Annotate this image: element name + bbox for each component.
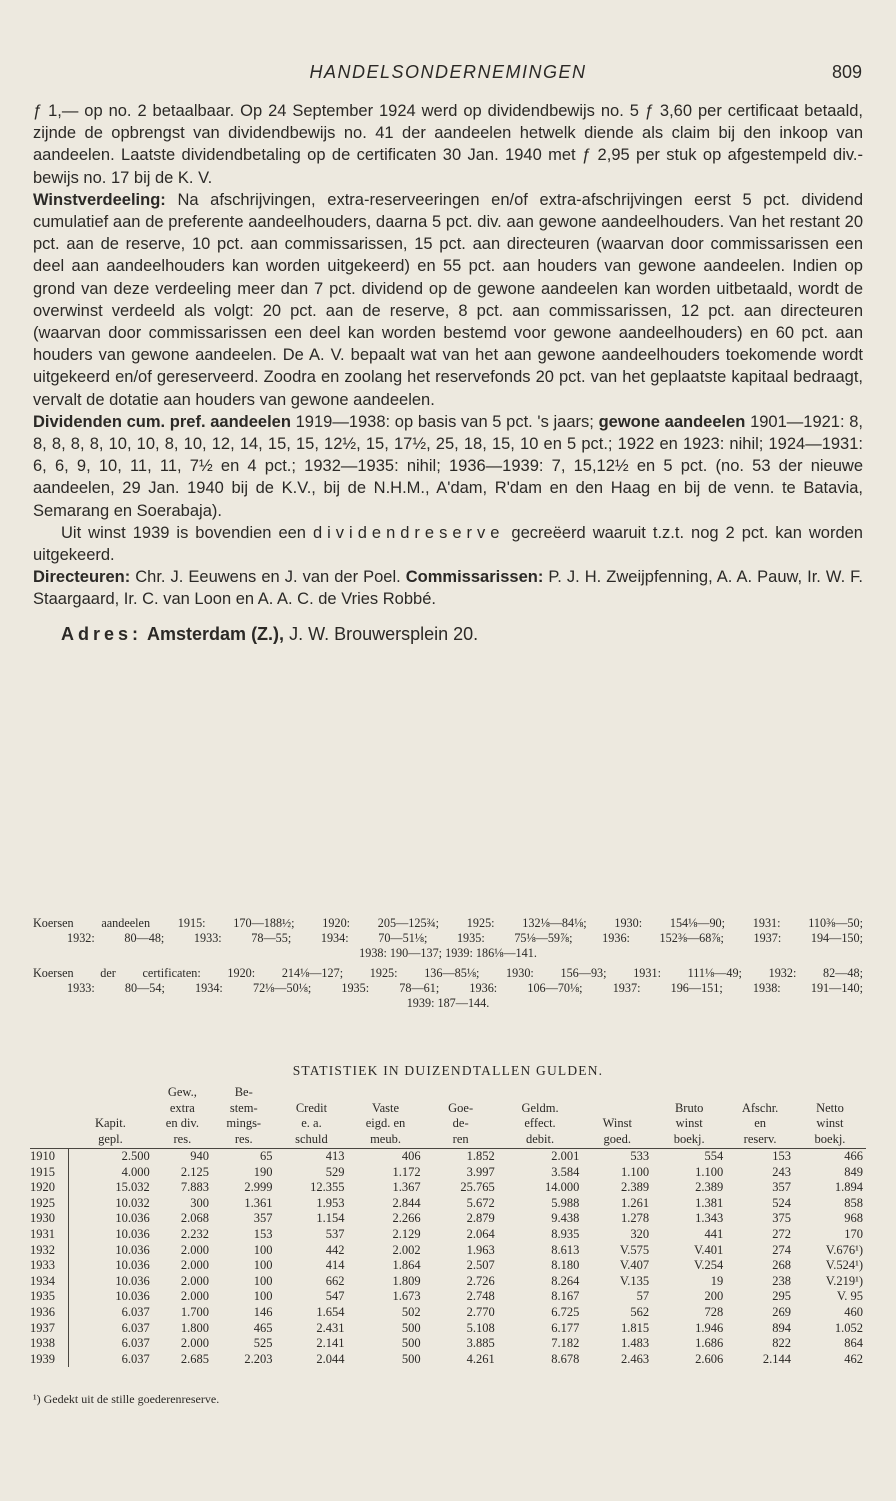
table-cell: 2.999 [244, 1180, 273, 1195]
table-row [30, 1289, 866, 1305]
table-cell: 2.879 [466, 1211, 495, 1226]
table-cell: 5.672 [466, 1195, 495, 1210]
quotations-block [33, 916, 863, 1017]
paragraph-dividendreserve [33, 522, 863, 566]
column-header-line [30, 1116, 68, 1132]
table-cell: 2.844 [392, 1195, 421, 1210]
column-header-line: boekj. [814, 1131, 846, 1146]
row-year: 1931 [30, 1227, 68, 1243]
dividendreserve-term: dividendreserve [312, 523, 505, 542]
table-cell: 200 [704, 1289, 724, 1304]
dividendreserve-post: gecreëerd waaruit t.z.t. nog 2 pct. kan worden uitgekeerd. [33, 523, 863, 565]
table-cell: 500 [401, 1351, 421, 1366]
column-header-line: schuld [295, 1131, 328, 1146]
table-cell: 2.000 [180, 1242, 209, 1257]
row-year: 1920 [30, 1180, 68, 1196]
column-header-line: winst [816, 1116, 844, 1130]
column-header-line [30, 1132, 68, 1148]
table-cell: 25.765 [460, 1180, 495, 1195]
table-cell: 1.154 [316, 1211, 345, 1226]
table-cell: V.676¹) [825, 1242, 863, 1257]
row-year: 1935 [30, 1289, 68, 1305]
row-year: 1933 [30, 1258, 68, 1274]
table-cell: 414 [325, 1258, 345, 1273]
table-cell: 2.000 [180, 1289, 209, 1304]
table-cell: 6.037 [121, 1320, 150, 1335]
share-quotations-line-1: Koersen aandeelen 1915: 170—188½; 1920: 205—125¾; 1925: 132⅛—84⅛; 1930: 154⅛—90; 1931: 110⅜—50; [33, 916, 863, 930]
table-cell: 1.809 [392, 1273, 421, 1288]
commissarissen-text: P. J. H. Zweijpfenning, A. A. Pauw, Ir. W. F. Staargaard, Ir. C. van Loon en A. A. C. de Vries Robbé. [33, 568, 864, 609]
table-cell: 2.000 [180, 1336, 209, 1351]
table-cell: 864 [844, 1336, 863, 1351]
column-header-line: Bruto [674, 1100, 704, 1115]
column-header-line: Goe- [448, 1100, 474, 1115]
table-cell: 1.946 [695, 1320, 724, 1335]
table-cell: 1.852 [466, 1149, 495, 1163]
table-cell: 10.036 [115, 1242, 150, 1257]
table-cell: 1.381 [695, 1195, 724, 1210]
dividenden-gewone-text: 1901—1921: 8, 8, 8, 8, 8, 10, 10, 8, 10, 12, 14, 15, 15, 12½, 15, 17½, 25, 18, 15, 10 en 5 pct.; 1922 en 1923: nihil; 1924—1931: 6, 6, 9, 10, 11, 11, 7½ en 4 pct.; 1932—1935: nihil; 1936—1939: 7, 15,12½ en 5 pct. (no. 53 der nieuwe aandeelen, 29 Jan. 1940 bij de K.V., bij de N.H.M., A'dam, R'dam en den Haag en bij de venn. te Batavia, Semarang en Soerabaja). [33, 412, 863, 520]
row-year: 1925 [30, 1196, 68, 1212]
table-row [30, 1180, 866, 1196]
column-header-line: Gew., [167, 1085, 197, 1099]
column-header-line: stem- [229, 1100, 258, 1115]
share-quotations [33, 916, 863, 960]
column-header-line: Netto [816, 1100, 844, 1115]
address-label: Adres: [61, 623, 143, 644]
column-header-line [582, 1101, 652, 1117]
table-cell: 1.686 [695, 1336, 724, 1351]
column-header-line: Geldm. [521, 1100, 559, 1115]
dividendreserve-pre: Uit winst 1939 is bovendien een [61, 523, 306, 542]
table-cell: 1.367 [392, 1180, 421, 1195]
table-cell: 57 [636, 1289, 650, 1304]
table-cell: 2.463 [621, 1351, 650, 1366]
address-street: J. W. Brouwersplein 20. [289, 623, 479, 644]
table-cell: 894 [772, 1320, 791, 1335]
table-cell: 8.613 [551, 1242, 580, 1257]
column-header-line: Vaste [371, 1100, 400, 1115]
table-cell: V.575 [619, 1242, 650, 1257]
certificate-quotations [33, 966, 863, 1010]
table-cell: 1.261 [621, 1195, 650, 1210]
certificate-quotations-line-3: 1939: 187—144. [406, 995, 490, 1010]
table-cell: 6.037 [121, 1351, 150, 1366]
table-cell: 1.052 [834, 1320, 863, 1335]
table-cell: 4.261 [466, 1351, 495, 1366]
table-cell: 2.203 [244, 1351, 273, 1366]
table-cell: 10.032 [115, 1195, 150, 1210]
table-cell: 525 [253, 1336, 273, 1351]
table-cell: 65 [259, 1149, 273, 1163]
table-cell: 2.068 [180, 1211, 209, 1226]
share-quotations-line-3: 1938: 190—137; 1939: 186⅛—141. [359, 945, 537, 960]
column-header-line: goed. [603, 1131, 631, 1146]
table-cell: 465 [253, 1320, 273, 1335]
column-header-line: Afschr. [741, 1100, 779, 1115]
table-cell: 533 [630, 1149, 650, 1163]
table-row [30, 1274, 866, 1290]
directeuren-label: Directeuren: [33, 568, 131, 587]
page-header [0, 62, 896, 88]
table-cell: 2.726 [466, 1273, 495, 1288]
table-cell: 100 [253, 1258, 273, 1273]
table-cell: 295 [772, 1289, 791, 1304]
row-year: 1934 [30, 1274, 68, 1290]
table-cell: 15.032 [115, 1180, 150, 1195]
statistics-table [30, 1085, 866, 1367]
commissarissen-label: Commissarissen: [405, 568, 544, 587]
column-header-line: reserv. [743, 1131, 777, 1146]
page-number: 809 [831, 62, 862, 82]
table-cell: 300 [190, 1195, 209, 1210]
table-row [30, 1305, 866, 1321]
table-cell: 268 [772, 1258, 791, 1273]
table-cell: 146 [253, 1304, 273, 1319]
table-cell: 3.885 [466, 1336, 495, 1351]
table-row [30, 1165, 866, 1181]
table-cell: 1.864 [392, 1258, 421, 1273]
table-row [30, 1227, 866, 1243]
column-header-line: meub. [370, 1131, 401, 1146]
table-cell: 357 [253, 1211, 273, 1226]
table-row [30, 1196, 866, 1212]
table-cell: 1.894 [834, 1180, 863, 1195]
table-cell: V.524¹) [825, 1258, 863, 1273]
table-cell: 6.177 [551, 1320, 580, 1335]
table-cell: 238 [772, 1273, 791, 1288]
table-cell: 6.037 [121, 1336, 150, 1351]
table-cell: 357 [772, 1180, 791, 1195]
table-cell: 1.100 [695, 1164, 724, 1179]
table-cell: 2.389 [621, 1180, 650, 1195]
dividenden-pref-text: 1919—1938: op basis van 5 pct. 's jaars; [295, 412, 594, 431]
column-header-line: res. [173, 1131, 192, 1146]
row-year: 1915 [30, 1165, 68, 1181]
table-cell: 406 [401, 1149, 421, 1163]
winstverdeeling-text: Na afschrijvingen, extra-reserveeringen en/of extra-afschrijvingen eerst 5 pct. dividend cumulatief aan de preferente aandeelhouders, daarna 5 pct. div. aan gewone aandeelhouders. Van het restant 20 pct. aan de reserve, 10 pct. aan commissarissen, 15 pct. aan directeuren (waarvan door commissarissen een deel aan aandeelhouders kan worden uitgekeerd) en 55 pct. aan houders van gewone aandeelen. Indien op grond van deze verdeeling meer dan 7 pct. dividend op de gewone aandeelen kan worden uitbetaald, wordt de overwinst verdeeld als volgt: 20 pct. aan de reserve, 8 pct. aan commissarissen, 12 pct. aan directeuren (waarvan door commissarissen een deel kan worden bestemd voor gewone aandeelhouders) en 60 pct. aan houders van gewone aandeelen. De A. V. bepaalt wat van het aan gewone aandeelhouders toekomende wordt uitgekeerd en/of gereserveerd. Zoodra en zoolang het reservefonds 20 pct. van het geplaatste kapitaal bedraagt, vervalt de dotatie aan houders van gewone aandeelen. [33, 190, 863, 409]
table-cell: 662 [325, 1273, 345, 1288]
table-cell: V.254 [693, 1258, 724, 1273]
table-cell: 272 [772, 1226, 791, 1241]
column-header [153, 1085, 212, 1149]
table-cell: 190 [253, 1164, 273, 1179]
column-header-line: winst [675, 1116, 703, 1130]
table-cell: 100 [253, 1273, 273, 1288]
table-cell: 2.000 [180, 1273, 209, 1288]
column-header [794, 1085, 866, 1149]
table-cell: 10.036 [115, 1258, 150, 1273]
table-cell: V.219¹) [825, 1273, 863, 1288]
table-cell: V. 95 [836, 1289, 863, 1304]
column-header [347, 1085, 423, 1149]
table-cell: 822 [772, 1336, 791, 1351]
table-cell: 1.100 [621, 1164, 650, 1179]
table-cell: 442 [325, 1242, 345, 1257]
table-cell: 9.438 [551, 1211, 580, 1226]
paragraph-dividenden [33, 411, 863, 522]
table-cell: 2.500 [121, 1149, 150, 1163]
column-header [275, 1085, 347, 1149]
table-cell: 7.883 [180, 1180, 209, 1195]
column-header-line: debit. [525, 1131, 555, 1146]
table-cell: 10.036 [115, 1211, 150, 1226]
row-year: 1939 [30, 1352, 68, 1368]
table-cell: 2.431 [316, 1320, 345, 1335]
column-header-line: extra [169, 1100, 195, 1115]
table-cell: 5.108 [466, 1320, 495, 1335]
row-year: 1910 [30, 1149, 68, 1165]
column-header [68, 1085, 153, 1149]
statistics-title: STATISTIEK IN DUIZENDTALLEN GULDEN. [292, 1063, 604, 1078]
table-row [30, 1336, 866, 1352]
table-cell: 4.000 [121, 1164, 150, 1179]
table-cell: 320 [630, 1226, 650, 1241]
table-cell: 10.036 [115, 1289, 150, 1304]
table-cell: 10.036 [115, 1273, 150, 1288]
table-cell: 2.748 [466, 1289, 495, 1304]
directeuren-text: Chr. J. Eeuwens en J. van der Poel. [135, 568, 401, 587]
table-cell: 2.770 [466, 1304, 495, 1319]
table-cell: 2.389 [695, 1180, 724, 1195]
table-cell: 8.180 [551, 1258, 580, 1273]
table-cell: 1.700 [180, 1304, 209, 1319]
table-row [30, 1321, 866, 1337]
table-cell: 460 [844, 1304, 863, 1319]
table-cell: 19 [710, 1273, 724, 1288]
body-text [33, 100, 863, 645]
table-cell: 849 [844, 1164, 863, 1179]
table-cell: 10.036 [115, 1226, 150, 1241]
column-header-line: res. [234, 1131, 253, 1146]
table-cell: 2.125 [180, 1164, 209, 1179]
certificate-quotations-line-2: 1933: 80—54; 1934: 72⅛—50⅛; 1935: 78—61; 1936: 106—70⅛; 1937: 196—151; 1938: 191—140; [67, 981, 863, 996]
table-cell: 170 [844, 1226, 863, 1241]
table-cell: 2.232 [180, 1226, 209, 1241]
certificate-quotations-line-1: Koersen der certificaten: 1920: 214⅛—127; 1925: 136—85⅛; 1930: 156—93; 1931: 111⅛—49; 1932: 82—48; [33, 966, 863, 981]
table-cell: 2.141 [316, 1336, 345, 1351]
table-cell: 6.037 [121, 1304, 150, 1319]
table-cell: 1.963 [466, 1242, 495, 1257]
table-cell: 1.800 [180, 1320, 209, 1335]
table-cell: 1.815 [621, 1320, 650, 1335]
table-cell: V.401 [693, 1242, 724, 1257]
gewone-aandeelen-label: gewone aandeelen [598, 412, 746, 431]
footnote: ¹) Gedekt uit de stille goederenreserve. [33, 1392, 220, 1406]
table-cell: 274 [772, 1242, 791, 1257]
column-header-line [30, 1101, 68, 1117]
table-cell: 1.172 [392, 1164, 421, 1179]
table-cell: 100 [253, 1242, 273, 1257]
table-cell: 968 [844, 1211, 863, 1226]
row-year: 1930 [30, 1211, 68, 1227]
column-header-line: Be- [234, 1085, 253, 1099]
table-cell: 8.264 [551, 1273, 580, 1288]
column-header [582, 1085, 652, 1149]
running-title: HANDELSONDERNEMINGEN [309, 62, 587, 82]
table-cell: 537 [325, 1226, 345, 1241]
table-cell: 524 [772, 1195, 791, 1210]
row-year: 1937 [30, 1321, 68, 1337]
share-quotations-line-2: 1932: 80—48; 1933: 78—55; 1934: 70—51⅛; 1935: 75⅛—59⅞; 1936: 152⅜—68⅞; 1937: 194—150; [67, 930, 863, 945]
table-cell: 2.001 [551, 1149, 580, 1163]
table-cell: 413 [325, 1149, 345, 1163]
table-cell: 562 [630, 1304, 650, 1319]
table-cell: V.407 [619, 1258, 650, 1273]
table-cell: 243 [772, 1164, 791, 1179]
column-header-line: mings- [226, 1116, 262, 1130]
winstverdeeling-label: Winstverdeeling: [33, 190, 166, 209]
table-cell: 466 [844, 1149, 863, 1163]
table-cell: 529 [325, 1164, 345, 1179]
column-header-line: gepl. [98, 1131, 123, 1146]
table-cell: 1.654 [316, 1304, 345, 1319]
column-header-line: effect. [524, 1116, 556, 1130]
table-cell: 8.935 [551, 1226, 580, 1241]
column-header [30, 1085, 68, 1149]
address-city: Amsterdam (Z.), [147, 623, 285, 644]
table-cell: 2.064 [466, 1226, 495, 1241]
table-cell: 3.997 [466, 1164, 495, 1179]
column-header-line: Credit [295, 1100, 328, 1115]
table-row [30, 1352, 866, 1368]
column-header-line: eigd. en [365, 1116, 406, 1130]
table-cell: 3.584 [551, 1164, 580, 1179]
table-cell: 14.000 [544, 1180, 580, 1195]
table-cell: 441 [704, 1226, 724, 1241]
table-cell: 1.343 [695, 1211, 724, 1226]
column-header [652, 1085, 726, 1149]
paragraph-winstverdeeling [33, 189, 863, 411]
table-cell: 502 [401, 1304, 421, 1319]
row-year: 1936 [30, 1305, 68, 1321]
table-cell: 1.953 [316, 1195, 345, 1210]
column-header-line: e. a. [301, 1116, 322, 1130]
table-cell: 269 [772, 1304, 791, 1319]
table-cell: 6.725 [551, 1304, 580, 1319]
table-cell: 2.685 [180, 1351, 209, 1366]
table-row [30, 1149, 866, 1165]
table-cell: 1.278 [621, 1211, 650, 1226]
column-header-line: Winst [602, 1116, 632, 1130]
column-header-line: de- [452, 1116, 469, 1130]
paragraph-bestuur [33, 566, 863, 610]
paragraph-dividend-history: ƒ 1,— op no. 2 betaalbaar. Op 24 September 1924 werd op dividendbewijs no. 5 ƒ 3,60 per certificaat betaald, zijnde de opbrengst van dividendbewijs no. 41 der aandeelen hetwelk diende als claim bij den inkoop van aandeelen. Laatste dividendbetaling op de certificaten 30 Jan. 1940 met ƒ 2,95 per stuk op afgestempeld div.-bewijs no. 17 bij de K. V. [33, 102, 863, 187]
table-cell: 2.002 [392, 1242, 421, 1257]
table-cell: 547 [325, 1289, 345, 1304]
table-cell: 5.988 [551, 1195, 580, 1210]
table-cell: 462 [844, 1351, 863, 1366]
table-cell: 2.266 [392, 1211, 421, 1226]
table-row [30, 1211, 866, 1227]
table-cell: 2.000 [180, 1258, 209, 1273]
column-header-line: en [754, 1116, 766, 1130]
column-header-line: boekj. [673, 1131, 705, 1146]
row-year: 1938 [30, 1336, 68, 1352]
column-header-line: en div. [165, 1116, 199, 1130]
table-cell: 728 [704, 1304, 724, 1319]
column-header [498, 1085, 583, 1149]
table-cell: 12.355 [310, 1180, 345, 1195]
table-cell: 1.673 [392, 1289, 421, 1304]
table-cell: 2.144 [762, 1351, 791, 1366]
statistics-body [30, 1149, 866, 1368]
column-header-line: Kapit. [94, 1116, 126, 1130]
table-cell: 153 [253, 1226, 273, 1241]
column-header [212, 1085, 275, 1149]
table-cell: 940 [190, 1149, 209, 1163]
column-header-line: ren [452, 1131, 469, 1146]
address-line [33, 623, 863, 645]
table-cell: 2.129 [392, 1226, 421, 1241]
table-cell: 375 [772, 1211, 791, 1226]
table-cell: 7.182 [551, 1336, 580, 1351]
table-cell: 500 [401, 1320, 421, 1335]
dividenden-label: Dividenden cum. pref. aandeelen [33, 412, 291, 431]
table-cell: 858 [844, 1195, 863, 1210]
table-cell: 2.606 [695, 1351, 724, 1366]
table-cell: 554 [704, 1149, 724, 1163]
table-row [30, 1258, 866, 1274]
column-header [726, 1085, 794, 1149]
statistics-header [30, 1085, 866, 1149]
table-cell: 8.167 [551, 1289, 580, 1304]
table-cell: 500 [401, 1336, 421, 1351]
row-year: 1932 [30, 1243, 68, 1259]
table-cell: 1.361 [244, 1195, 273, 1210]
table-row [30, 1243, 866, 1259]
table-cell: 2.507 [466, 1258, 495, 1273]
table-cell: 1.483 [621, 1336, 650, 1351]
table-cell: 8.678 [551, 1351, 580, 1366]
table-cell: 153 [772, 1149, 791, 1163]
table-cell: 100 [253, 1289, 273, 1304]
column-header-line [68, 1101, 153, 1117]
column-header [424, 1085, 498, 1149]
table-cell: 2.044 [316, 1351, 345, 1366]
table-cell: V.135 [619, 1273, 650, 1288]
